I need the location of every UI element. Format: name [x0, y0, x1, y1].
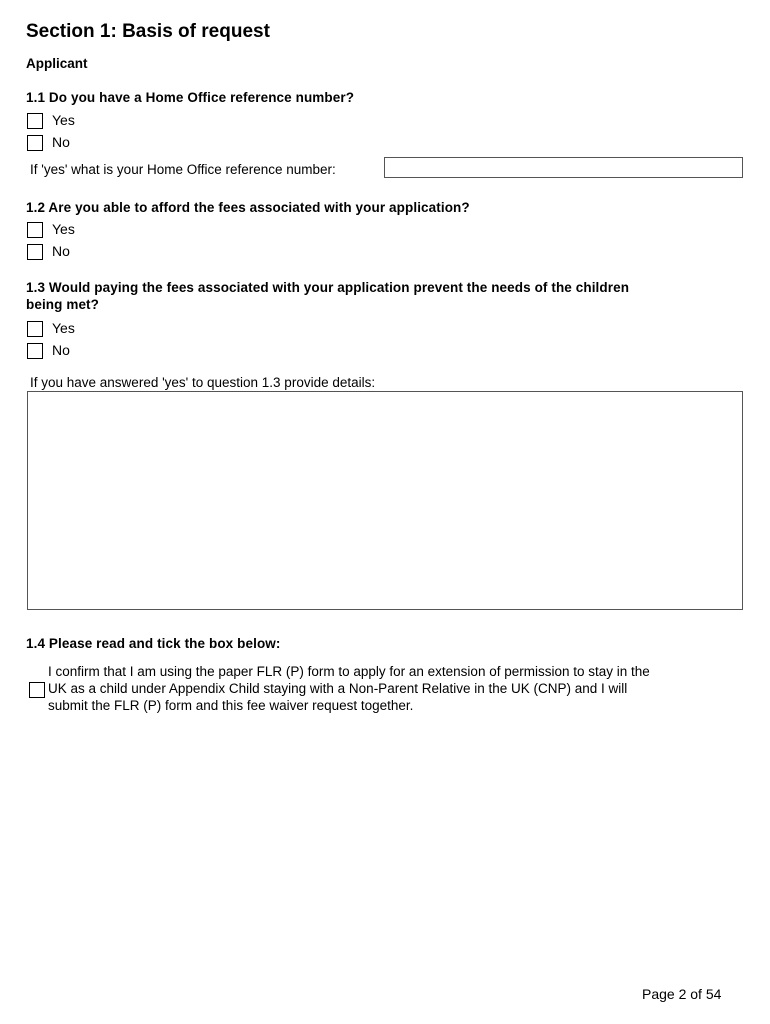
q1-3-no-checkbox[interactable]	[27, 343, 43, 359]
subheading-applicant: Applicant	[26, 56, 88, 71]
question-1-4: 1.4 Please read and tick the box below:	[26, 636, 281, 651]
q1-3-yes-checkbox[interactable]	[27, 321, 43, 337]
q1-1-no-checkbox[interactable]	[27, 135, 43, 151]
q1-2-no-checkbox[interactable]	[27, 244, 43, 260]
details-textarea[interactable]	[27, 391, 743, 610]
details-label: If you have answered 'yes' to question 1.3 provide details:	[30, 375, 376, 390]
q1-3-no-label: No	[52, 342, 70, 358]
question-1-3-line1: 1.3 Would paying the fees associated with your application prevent the needs of the children	[26, 280, 630, 295]
ref-number-label: If 'yes' what is your Home Office reference number:	[30, 162, 336, 177]
confirm-checkbox[interactable]	[29, 682, 45, 698]
confirm-text-line3: submit the FLR (P) form and this fee waiver request together.	[48, 698, 414, 713]
section-title: Section 1: Basis of request	[26, 21, 270, 42]
question-1-1: 1.1 Do you have a Home Office reference number?	[26, 90, 355, 105]
q1-1-yes-label: Yes	[52, 112, 75, 128]
page-number: Page 2 of 54	[642, 986, 722, 1002]
q1-1-yes-checkbox[interactable]	[27, 113, 43, 129]
question-1-2: 1.2 Are you able to afford the fees associated with your application?	[26, 200, 470, 215]
q1-2-yes-label: Yes	[52, 221, 75, 237]
confirm-text-line2: UK as a child under Appendix Child staying with a Non-Parent Relative in the UK (CNP) and I will	[48, 681, 628, 696]
confirm-text-line1: I confirm that I am using the paper FLR (P) form to apply for an extension of permission to stay in the	[48, 664, 650, 679]
q1-1-no-label: No	[52, 134, 70, 150]
q1-2-yes-checkbox[interactable]	[27, 222, 43, 238]
question-1-3-line2: being met?	[26, 297, 100, 312]
q1-2-no-label: No	[52, 243, 70, 259]
ref-number-field[interactable]	[384, 157, 743, 178]
q1-3-yes-label: Yes	[52, 320, 75, 336]
